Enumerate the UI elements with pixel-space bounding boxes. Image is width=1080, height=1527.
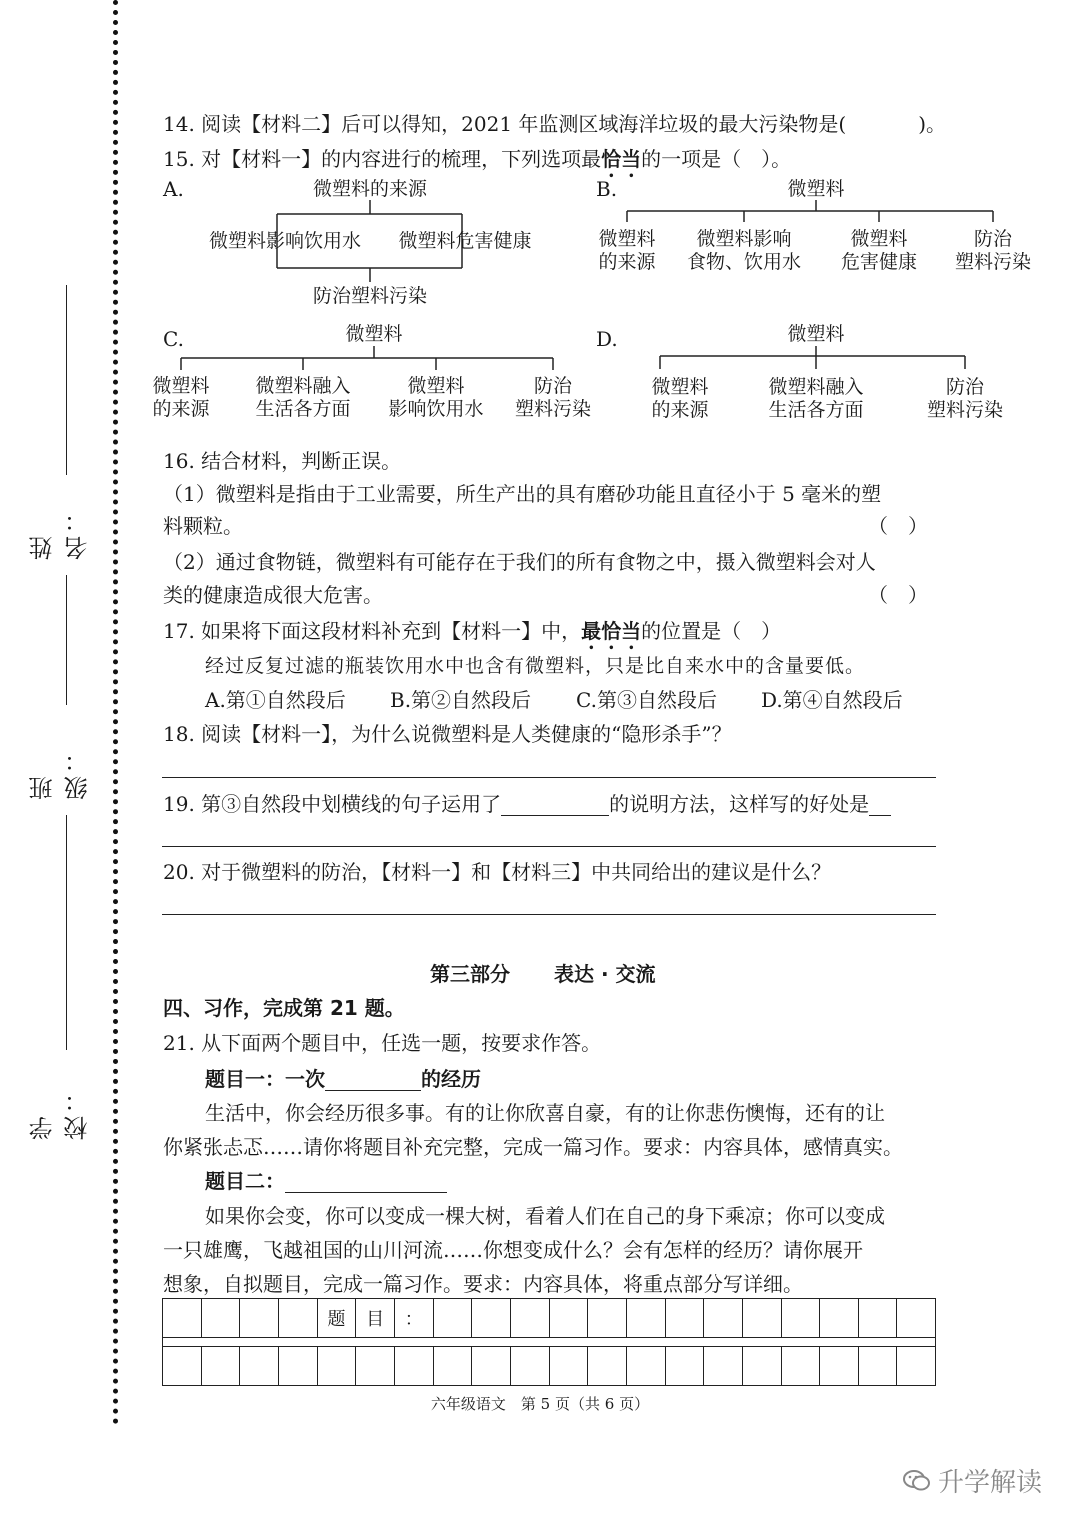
topic-2-para: 如果你会变，你可以变成一棵大树，看着人们在自己的身下乘凉；你可以变成 (205, 1204, 885, 1228)
option-c-item: 微塑料 影响饮用水 (388, 375, 484, 420)
topic-2-para-cont: 想象，自拟题目，完成一篇习作。要求：内容具体，将重点部分写详细。 (163, 1272, 803, 1296)
class-field[interactable] (66, 575, 67, 705)
question-14: 14. 阅读【材料二】后可以得知，2021 年监测区域海洋垃圾的最大污染物是( )。 (163, 112, 947, 136)
watermark: 升学解读 (902, 1462, 1042, 1499)
question-17: 17. 如果将下面这段材料补充到【材料一】中，最恰当的位置是（ ） (163, 619, 782, 643)
topic-1-para-cont: 你紧张忐忑……请你将题目补充完整，完成一篇习作。要求：内容具体，感情真实。 (163, 1135, 903, 1159)
grid-title-char: 目 (356, 1299, 395, 1337)
option-d-item: 防治 塑料污染 (926, 376, 1003, 421)
option-c-root: 微塑料 (345, 323, 403, 345)
school-label: 学校： (29, 1084, 92, 1140)
option-a-right: 微塑料危害健康 (398, 230, 532, 252)
option-b-item: 微塑料影响 食物、饮用水 (686, 228, 801, 273)
q18-answer-line[interactable] (162, 777, 936, 778)
topic-1-para: 生活中，你会经历很多事。有的让你欣喜自豪，有的让你悲伤懊悔，还有的让 (205, 1101, 885, 1125)
q16-answer-1[interactable]: （ ） (868, 514, 928, 538)
class-label: 班级： (29, 744, 92, 800)
grid-title-char: ： (395, 1299, 434, 1337)
option-a-top: 微塑料的来源 (312, 178, 427, 200)
topic-2-para-cont: 一只雄鹰，飞越祖国的山川河流……你想变成什么？会有怎样的经历？请你展开 (163, 1238, 863, 1262)
q19-answer-line[interactable] (162, 846, 936, 847)
q16-statement-2-cont: 类的健康造成很大危害。 (163, 583, 383, 607)
topic-1: 题目一：一次 的经历 (205, 1067, 481, 1091)
q16-statement-1: （1）微塑料是指由于工业需要，所生产出的具有磨砂功能且直径小于 5 毫米的塑 (163, 482, 882, 506)
question-20: 20. 对于微塑料的防治，【材料一】和【材料三】中共同给出的建议是什么？ (163, 860, 832, 884)
option-b-item: 微塑料 的来源 (598, 228, 656, 273)
option-b-letter[interactable]: B. (596, 177, 618, 201)
section-4-title: 四、习作，完成第 21 题。 (163, 996, 405, 1020)
question-19: 19. 第③自然段中划横线的句子运用了 的说明方法，这样写的好处是 (163, 792, 891, 816)
option-a-bottom: 防治塑料污染 (312, 285, 427, 307)
question-21: 21. 从下面两个题目中，任选一题，按要求作答。 (163, 1031, 602, 1055)
page-footer: 六年级语文 第 5 页（共 6 页） (430, 1395, 650, 1413)
option-c-item: 防治 塑料污染 (514, 375, 591, 420)
option-c-letter[interactable]: C. (163, 327, 184, 351)
question-18: 18. 阅读【材料一】，为什么说微塑料是人类健康的“隐形杀手”？ (163, 722, 732, 746)
option-a-left: 微塑料影响饮用水 (208, 230, 361, 252)
option-b-item: 防治 塑料污染 (954, 228, 1031, 273)
option-b-item: 微塑料 危害健康 (840, 228, 917, 273)
q16-answer-2[interactable]: （ ） (868, 583, 928, 607)
grid-row-title (163, 1299, 935, 1337)
option-d-root: 微塑料 (787, 323, 845, 345)
option-b-root: 微塑料 (787, 178, 845, 200)
question-16: 16. 结合材料，判断正误。 (163, 449, 402, 473)
q17-option-b[interactable]: B.第②自然段后 (390, 688, 532, 712)
school-field[interactable] (66, 815, 67, 1050)
option-c-item: 微塑料 的来源 (152, 375, 210, 420)
q17-quote: 经过反复过滤的瓶装饮用水中也含有微塑料，只是比自来水中的含量要低。 (205, 655, 866, 677)
option-a-letter[interactable]: A. (163, 177, 184, 201)
q16-statement-2: （2）通过食物链，微塑料有可能存在于我们的所有食物之中，摄入微塑料会对人 (163, 550, 876, 574)
topic-2: 题目二： (205, 1169, 447, 1193)
grid-row-body (163, 1347, 935, 1385)
q20-answer-line[interactable] (162, 914, 936, 915)
question-15: 15. 对【材料一】的内容进行的梳理，下列选项最恰当的一项是（ ）。 (163, 147, 792, 171)
q17-option-d[interactable]: D.第④自然段后 (761, 688, 903, 712)
option-diagram-lines (0, 0, 1080, 440)
option-d-item: 微塑料 的来源 (651, 376, 709, 421)
grid-title-char: 题 (318, 1299, 357, 1337)
name-label: 姓名： (29, 504, 92, 560)
option-d-letter[interactable]: D. (596, 327, 618, 351)
q17-option-a[interactable]: A.第①自然段后 (205, 688, 346, 712)
q16-statement-1-cont: 料颗粒。 (163, 514, 243, 538)
part3-heading: 第三部分 表达 · 交流 (430, 962, 656, 986)
option-d-item: 微塑料融入 生活各方面 (768, 376, 864, 421)
q17-option-c[interactable]: C.第③自然段后 (576, 688, 717, 712)
option-c-item: 微塑料融入 生活各方面 (255, 375, 351, 420)
writing-grid[interactable] (162, 1298, 936, 1386)
wechat-icon (902, 1468, 932, 1494)
